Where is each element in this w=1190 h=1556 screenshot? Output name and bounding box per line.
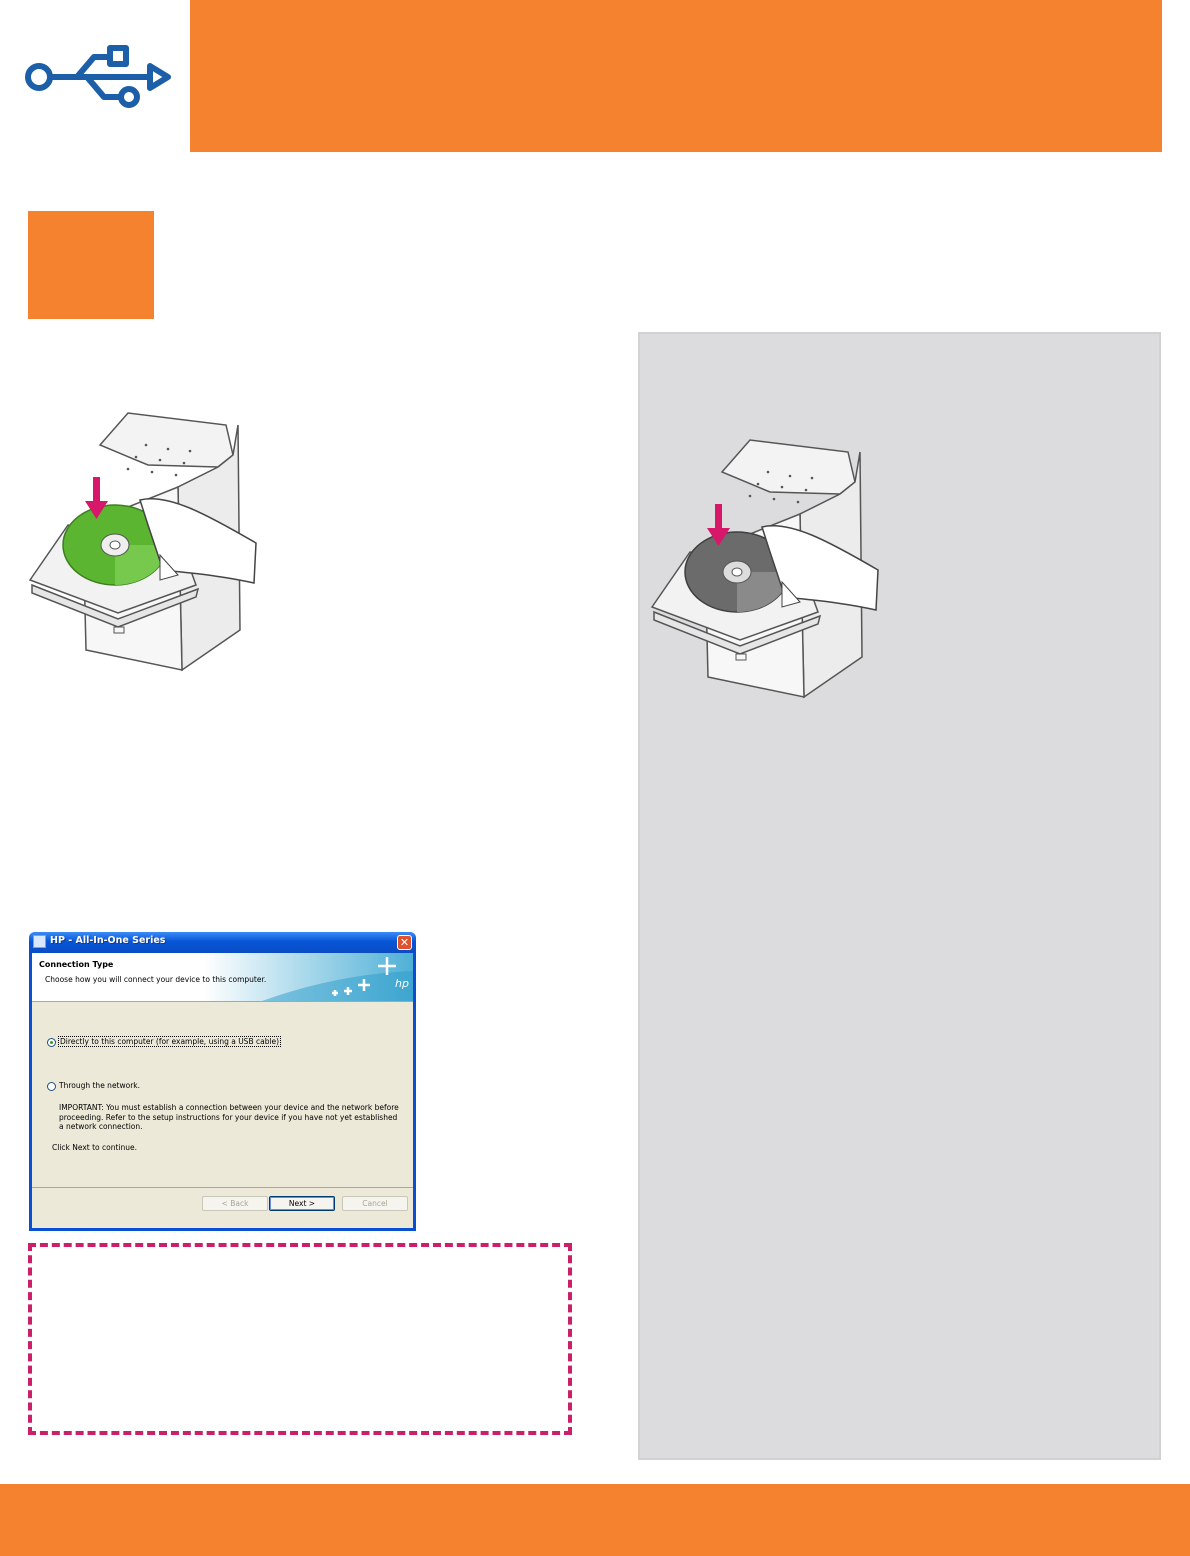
dialog-separator	[32, 1187, 413, 1188]
important-note: IMPORTANT: You must establish a connection between your device and the network before proceeding. Refer to the setup instructions for your device if you have not yet established a network connection.	[59, 1103, 399, 1131]
footer-band	[0, 1484, 1190, 1556]
option-direct-text	[59, 1037, 280, 1047]
step-number-box	[28, 211, 154, 319]
usb-icon	[22, 40, 172, 112]
app-icon	[33, 935, 46, 948]
cancel-button[interactable]: Cancel	[342, 1196, 408, 1211]
dialog-banner	[32, 953, 413, 1002]
option-direct-label[interactable]: Directly to this computer (for example, using a USB cable)	[60, 1037, 280, 1046]
hp-logo-text: hp	[395, 977, 409, 990]
close-icon[interactable]: ✕	[397, 935, 412, 950]
option-network-label[interactable]: Through the network.	[59, 1081, 141, 1090]
next-button[interactable]: Next >	[269, 1196, 335, 1211]
note-box	[28, 1243, 572, 1435]
dialog-body	[32, 953, 413, 1228]
instruction-text: Click Next to continue.	[52, 1143, 138, 1152]
dialog-title: HP - All-In-One Series	[50, 935, 166, 946]
dialog-heading: Connection Type	[39, 960, 114, 969]
dialog-subheading: Choose how you will connect your device to this computer.	[45, 975, 267, 984]
dialog-titlebar	[29, 932, 416, 953]
connection-type-dialog	[29, 932, 416, 1231]
header-band	[190, 0, 1162, 152]
radio-direct-connection[interactable]	[47, 1038, 56, 1047]
computer-cd-insert-icon	[650, 432, 882, 700]
mac-instructions-panel	[638, 332, 1161, 1460]
back-button[interactable]: < Back	[202, 1196, 268, 1211]
computer-cd-insert-icon	[28, 405, 260, 673]
radio-network-connection[interactable]	[47, 1082, 56, 1091]
